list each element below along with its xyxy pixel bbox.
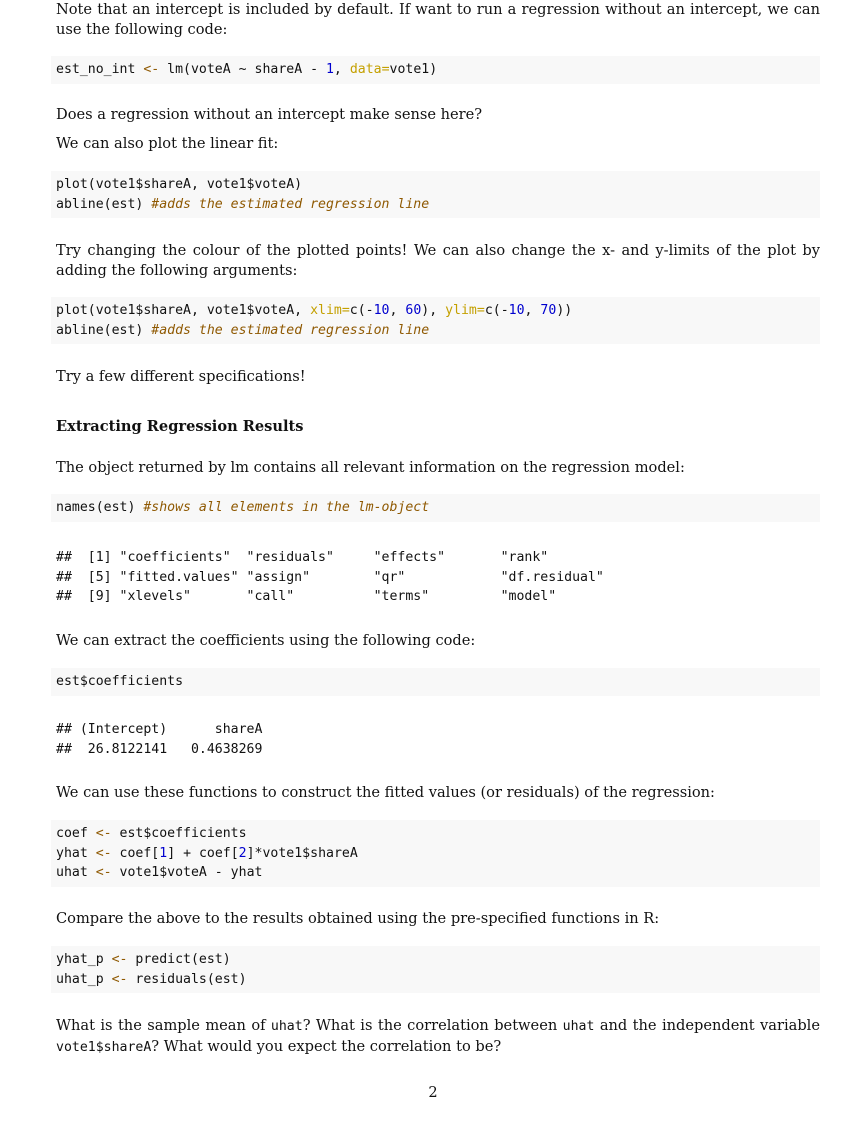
output-line: ## 26.8122141 0.4638269	[56, 741, 263, 757]
code-block-predict: yhat_p <- predict(est) uhat_p <- residuals(est)	[51, 946, 820, 993]
code-block-plot: plot(vote1$shareA, vote1$voteA) abline(est) #adds the estimated regression line	[51, 171, 820, 218]
output-line: ## [9] "xlevels" "call" "terms" "model"	[56, 589, 557, 604]
paragraph-intercept-note: Note that an intercept is included by default. If want to run a regression without an intercept, we can use the following code:	[56, 1, 820, 38]
output-line: ## (Intercept) shareA	[56, 722, 263, 737]
output-coefficients	[56, 720, 820, 759]
paragraph-question-intercept: Does a regression without an intercept make sense here?	[56, 106, 483, 123]
paragraph-extract-coefficients: We can extract the coefficients using the following code:	[56, 632, 476, 649]
paragraph-compare: Compare the above to the results obtained using the pre-specified functions in R:	[56, 910, 660, 927]
code-block-fitted: coef <- est$coefficients yhat <- coef[1] + coef[2]*vote1$shareA uhat <- vote1$voteA - yhat	[51, 820, 820, 887]
paragraph-plot-linear-fit: We can also plot the linear fit:	[56, 135, 279, 152]
code-block-coefficients: est$coefficients	[51, 668, 820, 696]
code-block-names: names(est) #shows all elements in the lm-object	[51, 494, 820, 522]
paragraph-fitted-values: We can use these functions to construct the fitted values (or residuals) of the regression:	[56, 784, 715, 801]
output-names	[56, 548, 820, 607]
paragraph-sample-mean-question: What is the sample mean of uhat? What is the correlation between uhat and the independent variable vote1$shareA? What would you expect the correlation to be?	[56, 1017, 820, 1055]
code-block-no-intercept: est_no_int <- lm(voteA ~ shareA - 1, data=vote1)	[51, 56, 820, 84]
code-block-plot-limits: plot(vote1$shareA, vote1$voteA, xlim=c(-10, 60), ylim=c(-10, 70)) abline(est) #adds the estimated regression line	[51, 297, 820, 344]
paragraph-try-colour: Try changing the colour of the plotted points! We can also change the x- and y-limits of the plot by adding the following arguments:	[56, 242, 820, 279]
output-line: ## [1] "coefficients" "residuals" "effects" "rank"	[56, 550, 549, 565]
section-heading: Extracting Regression Results	[56, 418, 304, 435]
paragraph-lm-object: The object returned by lm contains all relevant information on the regression model:	[56, 459, 685, 476]
paragraph-try-specs: Try a few different specifications!	[56, 368, 306, 385]
output-line: ## [5] "fitted.values" "assign" "qr" "df.residual"	[56, 569, 604, 585]
page-number: 2	[428, 1084, 438, 1101]
